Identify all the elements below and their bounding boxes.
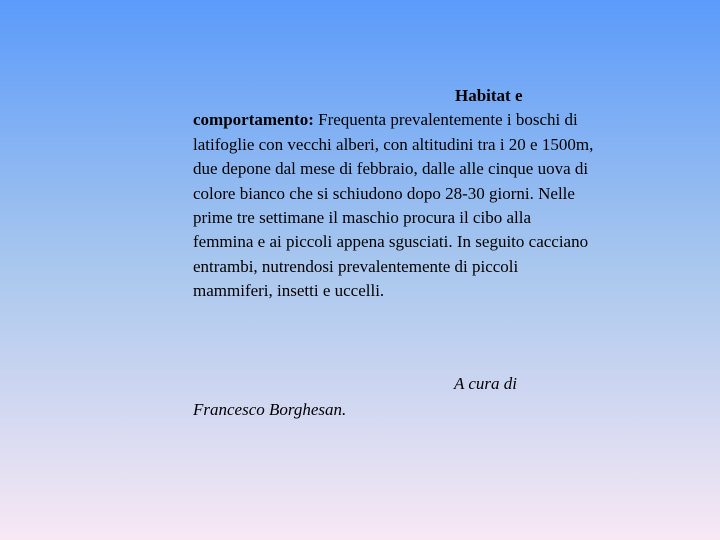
text-block bbox=[193, 84, 595, 304]
section-body: Frequenta prevalentemente i boschi di latifoglie con vecchi alberi, con altitudini tra i 20 e 1500m, due depone dal mese di febbraio, dalle alle cinque uova di colore bianco che si schiudono dopo 28-30 giorni. Nelle prime tre settimane il maschio procura il cibo alla femmina e ai piccoli appena sgusciati. In seguito cacciano entrambi, nutrendosi prevalentemente di piccoli mammiferi, insetti e uccelli. bbox=[193, 110, 594, 301]
credit bbox=[193, 372, 595, 423]
section-heading: Habitat e comportamento: bbox=[193, 86, 523, 130]
credit-prefix: A cura di bbox=[454, 374, 517, 393]
credit-author: Francesco Borghesan. bbox=[193, 400, 347, 420]
habitat-paragraph bbox=[193, 84, 595, 304]
